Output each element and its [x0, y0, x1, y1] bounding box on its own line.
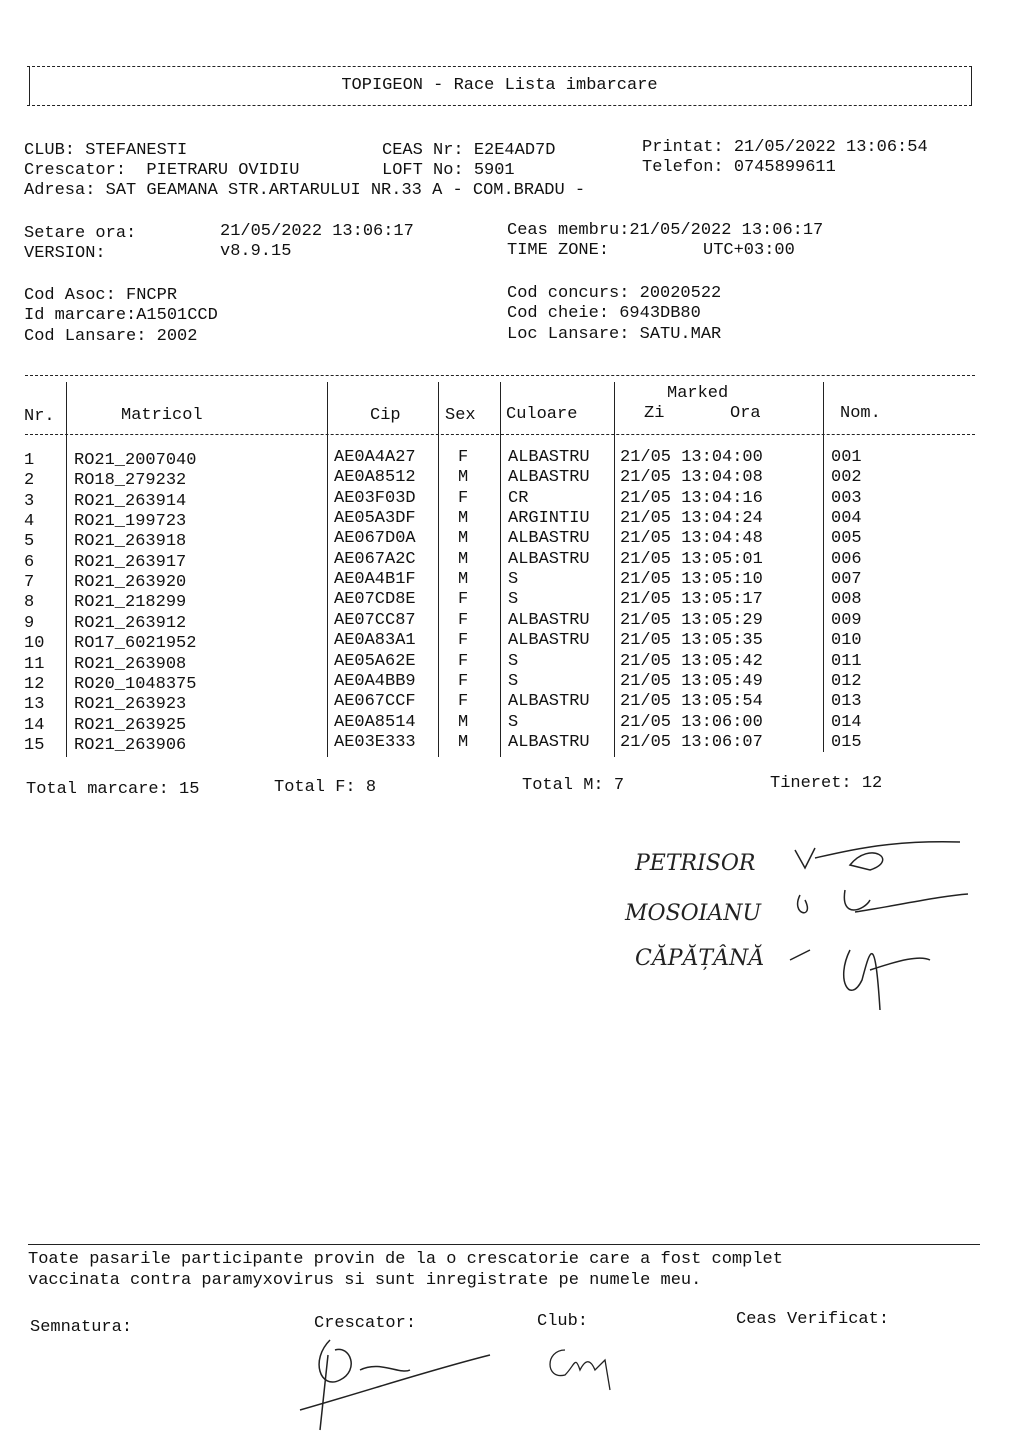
tineret: Tineret: 12 — [770, 774, 883, 793]
table-row — [0, 733, 1024, 753]
total-marcare: Total marcare: 15 — [26, 780, 200, 799]
row-culoare: ALBASTRU — [508, 732, 590, 752]
row-culoare: ALBASTRU — [508, 468, 590, 488]
printat: Printat: 21/05/2022 13:06:54 — [642, 138, 928, 157]
header-zi: Zi — [644, 404, 665, 423]
ceas-membru: Ceas membru:21/05/2022 13:06:17 — [507, 221, 824, 240]
row-matricol: RO21_263906 — [74, 735, 187, 755]
row-marked-time: 21/05 13:06:00 — [620, 712, 763, 732]
version-value: v8.9.15 — [220, 242, 292, 261]
row-matricol: RO21_263920 — [74, 573, 187, 593]
footer-signatures — [290, 1330, 630, 1440]
row-cip: AE067D0A — [334, 529, 416, 549]
adresa: Adresa: SAT GEAMANA STR.ARTARULUI NR.33 A - COM.BRADU - — [24, 181, 586, 200]
row-sex: F — [458, 590, 469, 610]
club-signature — [550, 1350, 610, 1390]
row-cip: AE0A8512 — [334, 468, 416, 488]
row-marked-time: 21/05 13:05:10 — [620, 570, 763, 590]
footer-rule — [28, 1244, 980, 1245]
table-row — [0, 590, 1024, 613]
row-nom: 014 — [831, 712, 862, 732]
row-sex: F — [458, 610, 469, 630]
row-nr: 4 — [24, 512, 35, 532]
crescator-signature — [300, 1340, 490, 1430]
header-nr: Nr. — [24, 407, 55, 426]
row-nr: 9 — [24, 613, 35, 633]
row-nom: 013 — [831, 692, 862, 712]
row-marked-time: 21/05 13:05:29 — [620, 610, 763, 630]
row-sex: F — [458, 488, 469, 508]
crescator: Crescator: PIETRARU OVIDIU — [24, 161, 300, 180]
row-cip: AE0A4B1F — [334, 570, 416, 590]
row-marked-time: 21/05 13:06:07 — [620, 732, 763, 752]
row-cip: AE0A4A27 — [334, 448, 416, 467]
table-row — [0, 529, 1024, 552]
row-sex: F — [458, 631, 469, 651]
row-sex: M — [458, 732, 469, 752]
row-cip: AE07CD8E — [334, 590, 416, 610]
row-cip: AE067A2C — [334, 549, 416, 569]
row-matricol: RO21_263908 — [74, 654, 187, 674]
row-nom: 015 — [831, 732, 862, 752]
row-matricol: RO21_263917 — [74, 552, 187, 572]
row-culoare: S — [508, 651, 519, 671]
row-matricol: RO21_2007040 — [74, 451, 197, 470]
header-nom: Nom. — [840, 404, 881, 423]
header-marked: Marked — [667, 384, 729, 403]
row-marked-time: 21/05 13:04:48 — [620, 529, 763, 549]
row-marked-time: 21/05 13:04:08 — [620, 468, 763, 488]
row-culoare: CR — [508, 488, 529, 508]
ceas-verificat-label: Ceas Verificat: — [736, 1310, 890, 1329]
handwritten-name-1: PETRISOR — [635, 851, 756, 876]
row-matricol: RO20_1048375 — [74, 674, 197, 694]
row-cip: AE03E333 — [334, 732, 416, 752]
row-nom: 002 — [831, 468, 862, 488]
table-row — [0, 570, 1024, 593]
row-nr: 3 — [24, 491, 35, 511]
row-nom: 010 — [831, 631, 862, 651]
row-cip: AE03F03D — [334, 488, 416, 508]
cod-lansare: Cod Lansare: 2002 — [24, 327, 198, 346]
row-nom: 007 — [831, 570, 862, 590]
row-culoare: ALBASTRU — [508, 631, 590, 651]
row-nom: 008 — [831, 590, 862, 610]
row-sex: M — [458, 529, 469, 549]
row-matricol: RO21_263918 — [74, 532, 187, 552]
row-marked-time: 21/05 13:04:00 — [620, 448, 763, 467]
row-marked-time: 21/05 13:05:49 — [620, 671, 763, 691]
row-sex: F — [458, 692, 469, 712]
row-nr: 6 — [24, 552, 35, 572]
cod-concurs: Cod concurs: 20020522 — [507, 284, 722, 303]
row-nr: 13 — [24, 695, 45, 715]
header-ora: Ora — [730, 404, 761, 423]
row-culoare: S — [508, 712, 519, 732]
page-title: TOPIGEON - Race Lista imbarcare — [341, 76, 658, 95]
cod-cheie: Cod cheie: 6943DB80 — [507, 304, 701, 323]
id-marcare: Id marcare:A1501CCD — [24, 306, 218, 325]
row-matricol: RO17_6021952 — [74, 634, 197, 654]
table-row — [0, 489, 1024, 509]
row-marked-time: 21/05 13:04:16 — [620, 488, 763, 508]
club: CLUB: STEFANESTI — [24, 141, 188, 160]
row-sex: F — [458, 671, 469, 691]
row-cip: AE0A4BB9 — [334, 671, 416, 691]
title-box — [27, 66, 972, 106]
time-zone-label: TIME ZONE: — [507, 241, 610, 260]
table-row — [0, 631, 1024, 654]
table-row — [0, 611, 1024, 631]
table-row — [0, 652, 1024, 672]
table-row — [0, 713, 1024, 733]
row-nom: 011 — [831, 651, 862, 671]
row-nr: 5 — [24, 532, 35, 552]
row-nom: 009 — [831, 610, 862, 630]
declaration-line-2: vaccinata contra paramyxovirus si sunt inregistrate pe numele meu. — [28, 1271, 702, 1290]
row-matricol: RO21_263925 — [74, 715, 187, 735]
signature-scribble — [790, 950, 930, 1010]
declaration-line-1: Toate pasarile participante provin de la o crescatorie care a fost complet — [28, 1250, 783, 1269]
handwritten-name-2: MOSOIANU — [625, 901, 762, 926]
table-row — [0, 672, 1024, 692]
row-culoare: ALBASTRU — [508, 529, 590, 549]
row-culoare: S — [508, 590, 519, 610]
row-cip: AE07CC87 — [334, 610, 416, 630]
row-nom: 005 — [831, 529, 862, 549]
row-nr: 12 — [24, 674, 45, 694]
table-row — [0, 509, 1024, 532]
semnatura-label: Semnatura: — [30, 1318, 133, 1337]
row-nr: 10 — [24, 634, 45, 654]
total-f: Total F: 8 — [274, 778, 377, 797]
row-matricol: RO21_263923 — [74, 695, 187, 715]
row-marked-time: 21/05 13:05:17 — [620, 590, 763, 610]
row-culoare: ALBASTRU — [508, 549, 590, 569]
row-nom: 004 — [831, 509, 862, 529]
row-matricol: RO21_263912 — [74, 613, 187, 633]
header-culoare: Culoare — [506, 405, 578, 424]
setare-ora-label: Setare ora: — [24, 224, 137, 243]
row-nom: 003 — [831, 488, 862, 508]
club-signature-label: Club: — [537, 1312, 589, 1331]
header-matricol: Matricol — [121, 406, 203, 425]
row-culoare: S — [508, 570, 519, 590]
row-nom: 012 — [831, 671, 862, 691]
row-nr: 15 — [24, 735, 45, 755]
row-nr: 2 — [24, 471, 35, 491]
signature-scribble — [798, 890, 968, 913]
ceas-nr: CEAS Nr: E2E4AD7D — [382, 141, 556, 160]
row-culoare: ALBASTRU — [508, 448, 590, 467]
row-nr: 1 — [24, 451, 35, 470]
row-marked-time: 21/05 13:05:01 — [620, 549, 763, 569]
row-cip: AE05A62E — [334, 651, 416, 671]
row-nr: 14 — [24, 715, 45, 735]
table-top-rule — [25, 375, 975, 376]
row-sex: F — [458, 448, 469, 467]
row-culoare: ARGINTIU — [508, 509, 590, 529]
time-zone-value: UTC+03:00 — [703, 241, 795, 260]
setare-ora-value: 21/05/2022 13:06:17 — [220, 222, 414, 241]
row-nr: 8 — [24, 593, 35, 613]
version-label: VERSION: — [24, 244, 106, 263]
row-matricol: RO21_218299 — [74, 593, 187, 613]
row-sex: M — [458, 468, 469, 488]
row-sex: M — [458, 549, 469, 569]
row-cip: AE0A8514 — [334, 712, 416, 732]
table-row — [0, 550, 1024, 570]
row-marked-time: 21/05 13:04:24 — [620, 509, 763, 529]
row-sex: F — [458, 651, 469, 671]
row-nr: 7 — [24, 573, 35, 593]
row-marked-time: 21/05 13:05:42 — [620, 651, 763, 671]
row-culoare: ALBASTRU — [508, 610, 590, 630]
row-sex: M — [458, 509, 469, 529]
crescator-signature-label: Crescator: — [314, 1314, 417, 1333]
telefon: Telefon: 0745899611 — [642, 158, 836, 177]
loft-no: LOFT No: 5901 — [382, 161, 515, 180]
row-culoare: S — [508, 671, 519, 691]
row-cip: AE05A3DF — [334, 509, 416, 529]
row-sex: M — [458, 712, 469, 732]
row-matricol: RO18_279232 — [74, 471, 187, 491]
row-sex: M — [458, 570, 469, 590]
header-cip: Cip — [370, 406, 401, 425]
signature-scribble — [795, 842, 960, 870]
row-nr: 11 — [24, 654, 45, 674]
row-matricol: RO21_199723 — [74, 512, 187, 532]
row-cip: AE067CCF — [334, 692, 416, 712]
header-sex: Sex — [445, 406, 476, 425]
row-nom: 001 — [831, 448, 862, 467]
row-nom: 006 — [831, 549, 862, 569]
row-matricol: RO21_263914 — [74, 491, 187, 511]
table-row — [0, 468, 1024, 491]
cod-asoc: Cod Asoc: FNCPR — [24, 286, 178, 305]
table-row — [0, 692, 1024, 715]
row-culoare: ALBASTRU — [508, 692, 590, 712]
handwritten-signatures — [600, 820, 1000, 1020]
loc-lansare: Loc Lansare: SATU.MAR — [507, 325, 722, 344]
row-cip: AE0A83A1 — [334, 631, 416, 651]
row-marked-time: 21/05 13:05:54 — [620, 692, 763, 712]
total-m: Total M: 7 — [522, 776, 625, 795]
table-row — [0, 448, 1024, 468]
handwritten-name-3: CĂPĂȚÂNĂ — [635, 946, 765, 971]
row-marked-time: 21/05 13:05:35 — [620, 631, 763, 651]
